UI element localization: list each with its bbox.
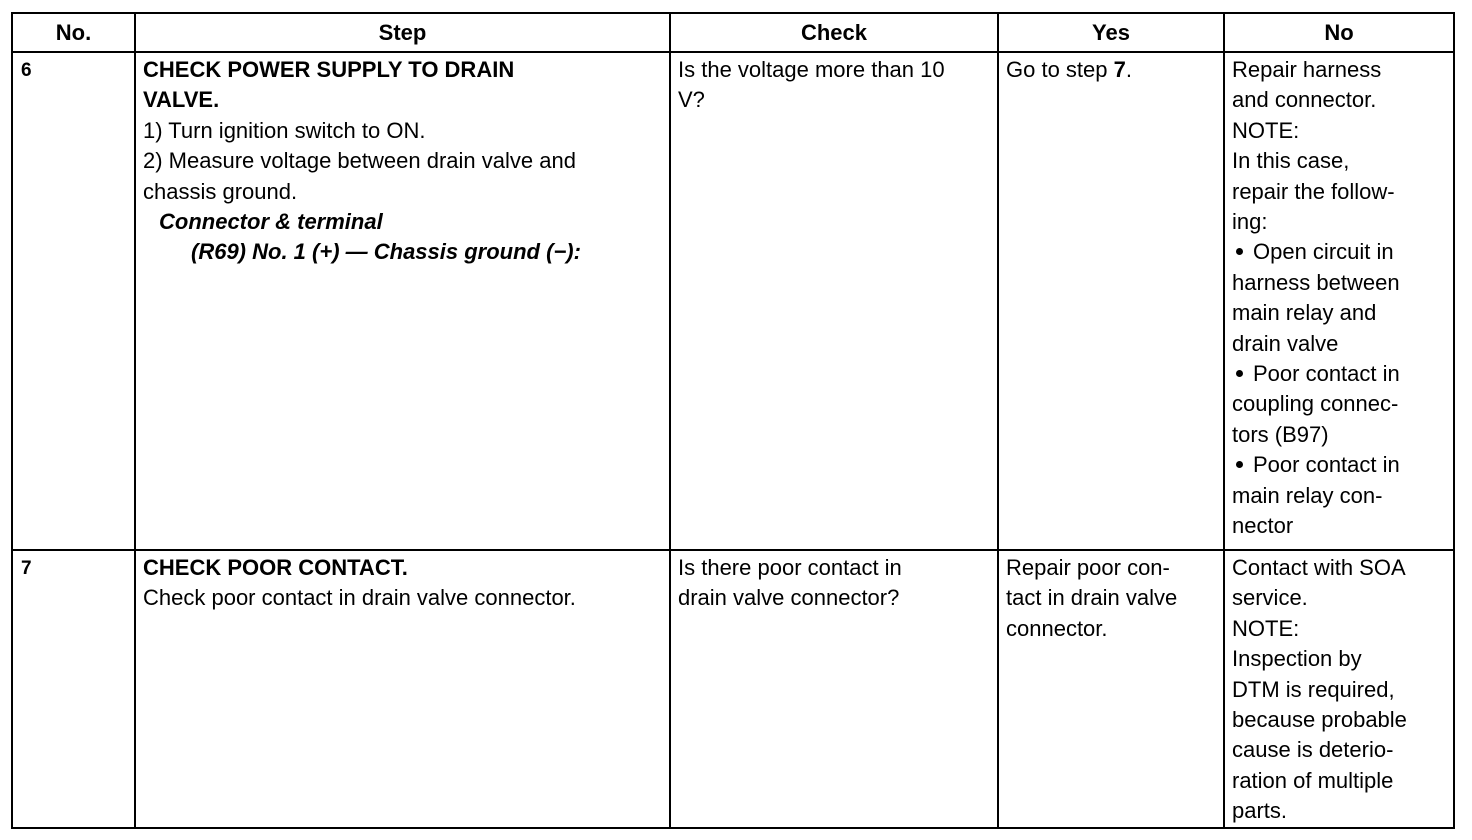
header-step: Step <box>135 13 670 52</box>
step-title: CHECK POWER SUPPLY TO DRAIN VALVE. <box>143 57 515 113</box>
bullet-icon <box>1236 461 1243 468</box>
step-cell <box>135 52 670 550</box>
bullet-item: Poor contact in coupling connec- tors (B97) <box>1232 361 1400 447</box>
no-cell: Repair harness and connector. NOTE: In this case, repair the follow- ing: Open circuit in harness between main relay and drain valve Poor contact in coupling connec- tors (B97) Poor contact in main relay con- nector <box>1224 52 1454 550</box>
header-check: Check <box>670 13 998 52</box>
check-cell: Is the voltage more than 10 V? <box>670 52 998 550</box>
header-no: No. <box>12 13 135 52</box>
bullet-icon <box>1236 370 1243 377</box>
step-instruction: chassis ground. <box>143 178 298 204</box>
yes-cell: Repair poor con- tact in drain valve connector. <box>998 550 1224 828</box>
bullet-item: Poor contact in main relay con- nector <box>1232 452 1400 539</box>
diagnostic-table <box>11 12 1455 829</box>
check-cell: Is there poor contact in drain valve connector? <box>670 550 998 828</box>
step-instruction: Check poor contact in drain valve connector. <box>143 585 576 611</box>
connector-label: Connector & terminal <box>159 209 383 235</box>
bullet-item: Open circuit in harness between main relay and drain valve <box>1232 239 1400 356</box>
bullet-icon <box>1236 248 1243 255</box>
yes-cell: Go to step 7. <box>998 52 1224 550</box>
step-number: 6 <box>12 52 135 550</box>
connector-value: (R69) No. 1 (+) — Chassis ground (−): <box>191 239 581 265</box>
header-yes: Yes <box>998 13 1224 52</box>
step-instruction: 1) Turn ignition switch to ON. <box>143 117 426 143</box>
yes-step-ref: 7 <box>1113 57 1126 82</box>
no-cell: Contact with SOA service. NOTE: Inspection by DTM is required, because probable cause is deterio- ration of multiple parts. <box>1224 550 1454 828</box>
step-instruction: 2) Measure voltage between drain valve and <box>143 148 576 174</box>
step-number: 7 <box>12 550 135 828</box>
step-cell <box>135 550 670 828</box>
table-row <box>12 550 1454 828</box>
header-row <box>12 13 1454 52</box>
table-row <box>12 52 1454 550</box>
step-title: CHECK POOR CONTACT. <box>143 555 408 580</box>
header-no-action: No <box>1224 13 1454 52</box>
